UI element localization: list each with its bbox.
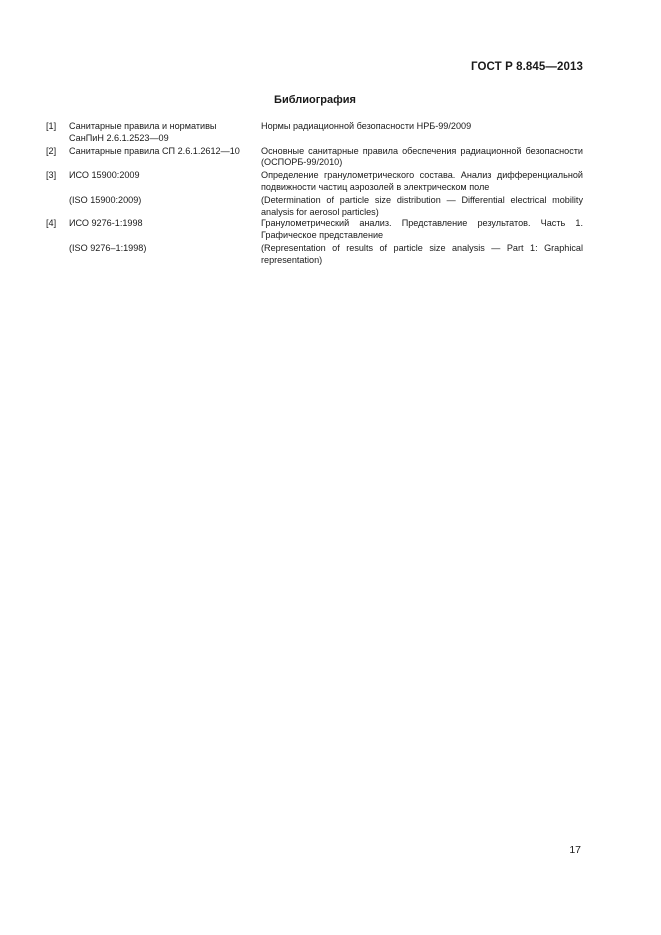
entry-reference	[69, 121, 261, 145]
bibliography-entry-original	[46, 195, 583, 219]
entry-reference	[69, 146, 261, 170]
bibliography-entry	[46, 146, 583, 170]
entry-title: Гранулометрический анализ. Представление результатов. Часть 1. Графическое представление	[261, 218, 583, 241]
reference-line: Санитарные правила СП 2.6.1.2612—10	[69, 145, 240, 156]
entry-number: [1]	[46, 121, 57, 131]
entry-original-title: (Representation of results of particle size analysis — Part 1: Graphical representation)	[261, 242, 583, 265]
bibliography-entry	[46, 218, 583, 242]
document-code: ГОСТ Р 8.845—2013	[471, 61, 583, 73]
reference-line: ИСО 15900:2009	[69, 170, 140, 181]
reference-line: ИСО 9276-1:1998	[69, 218, 143, 229]
section-title: Библиография	[274, 94, 356, 106]
entry-reference	[69, 170, 261, 194]
bibliography-entry	[46, 170, 583, 194]
entry-title: Определение гранулометрического состава. Анализ дифференциальной подвижности частиц аэрозолей в электрическом поле	[261, 170, 583, 192]
entry-number: [4]	[46, 218, 57, 229]
entry-original-reference: (ISO 15900:2009)	[69, 194, 142, 205]
entry-number: [2]	[46, 145, 57, 156]
bibliography-entry	[46, 121, 583, 145]
entry-original-title: (Determination of particle size distribution — Differential electrical mobility analysis for aerosol particles)	[261, 194, 583, 217]
entry-original-reference: (ISO 9276–1:1998)	[69, 242, 147, 253]
entry-title: Основные санитарные правила обеспечения радиационной безопасности (ОСПОРБ-99/2010)	[261, 145, 583, 168]
entry-number: [3]	[46, 170, 57, 181]
page-number: 17	[569, 844, 581, 856]
reference-line: Санитарные правила и нормативы	[69, 121, 217, 131]
bibliography-list	[46, 121, 583, 267]
reference-line: СанПиН 2.6.1.2523—09	[69, 132, 169, 143]
entry-reference	[69, 218, 261, 242]
entry-title: Нормы радиационной безопасности НРБ-99/2009	[261, 121, 472, 131]
bibliography-entry-original	[46, 243, 583, 267]
